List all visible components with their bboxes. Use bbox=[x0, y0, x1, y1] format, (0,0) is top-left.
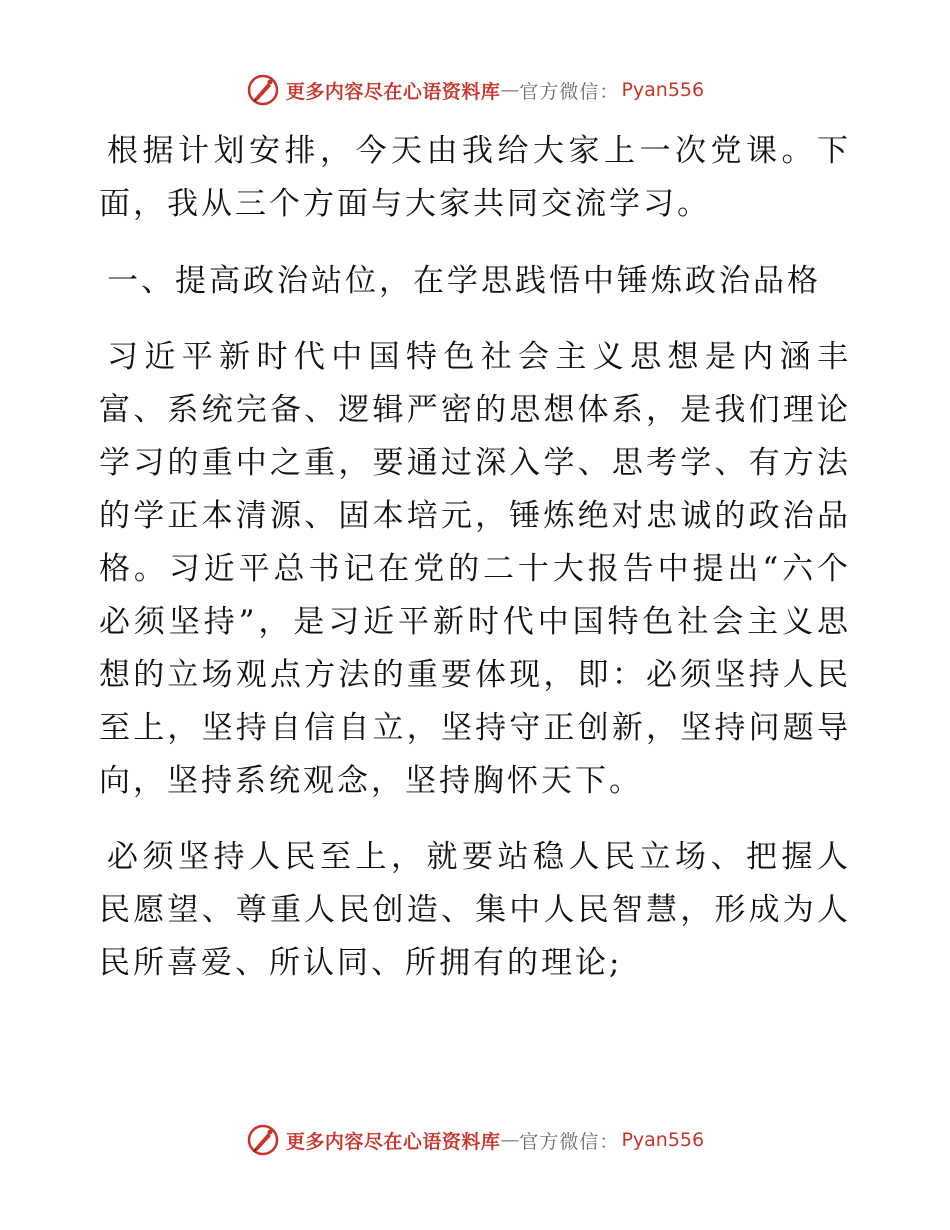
body-paragraph: 习近平新时代中国特色社会主义思想是内涵丰富、系统完备、逻辑严密的思想体系，是我们理论学习的重中之重，要通过深入学、思考学、有方法的学正本清源、固本培元，锤炼绝对忠诚的政治品格。习近平总书记在党的二十大报告中提出“六个必须坚持”，是习近平新时代中国特色社会主义思想的立场观点方法的重要体现，即：必须坚持人民至上，坚持自信自立，坚持守正创新，坚持问题导向，坚持系统观念，坚持胸怀天下。 bbox=[99, 339, 851, 799]
watermark-text: 更多内容尽在心语资料库 bbox=[285, 80, 501, 103]
document-body bbox=[99, 125, 851, 990]
pen-logo-icon bbox=[246, 73, 280, 107]
body-paragraph: 必须坚持人民至上，就要站稳人民立场、把握人民愿望、尊重人民创造、集中人民智慧，形成为人民所喜爱、所认同、所拥有的理论; bbox=[99, 839, 851, 981]
watermark-dash: — bbox=[500, 1129, 520, 1151]
watermark-dash: — bbox=[500, 79, 520, 101]
watermark-wechat-id: Pyan556 bbox=[621, 79, 705, 101]
intro-paragraph: 根据计划安排，今天由我给大家上一次党课。下面，我从三个方面与大家共同交流学习。 bbox=[99, 133, 851, 222]
pen-logo-icon bbox=[246, 1123, 280, 1157]
watermark-text: 更多内容尽在心语资料库 bbox=[285, 1130, 501, 1153]
footer-watermark bbox=[0, 1120, 950, 1160]
header-watermark bbox=[0, 70, 950, 110]
watermark-wechat-id: Pyan556 bbox=[621, 1129, 705, 1151]
watermark-wechat-label: 官方微信： bbox=[519, 80, 620, 103]
watermark-wechat-label: 官方微信： bbox=[519, 1130, 620, 1153]
section-heading: 一、提高政治站位，在学思践悟中锤炼政治品格 bbox=[107, 263, 821, 299]
